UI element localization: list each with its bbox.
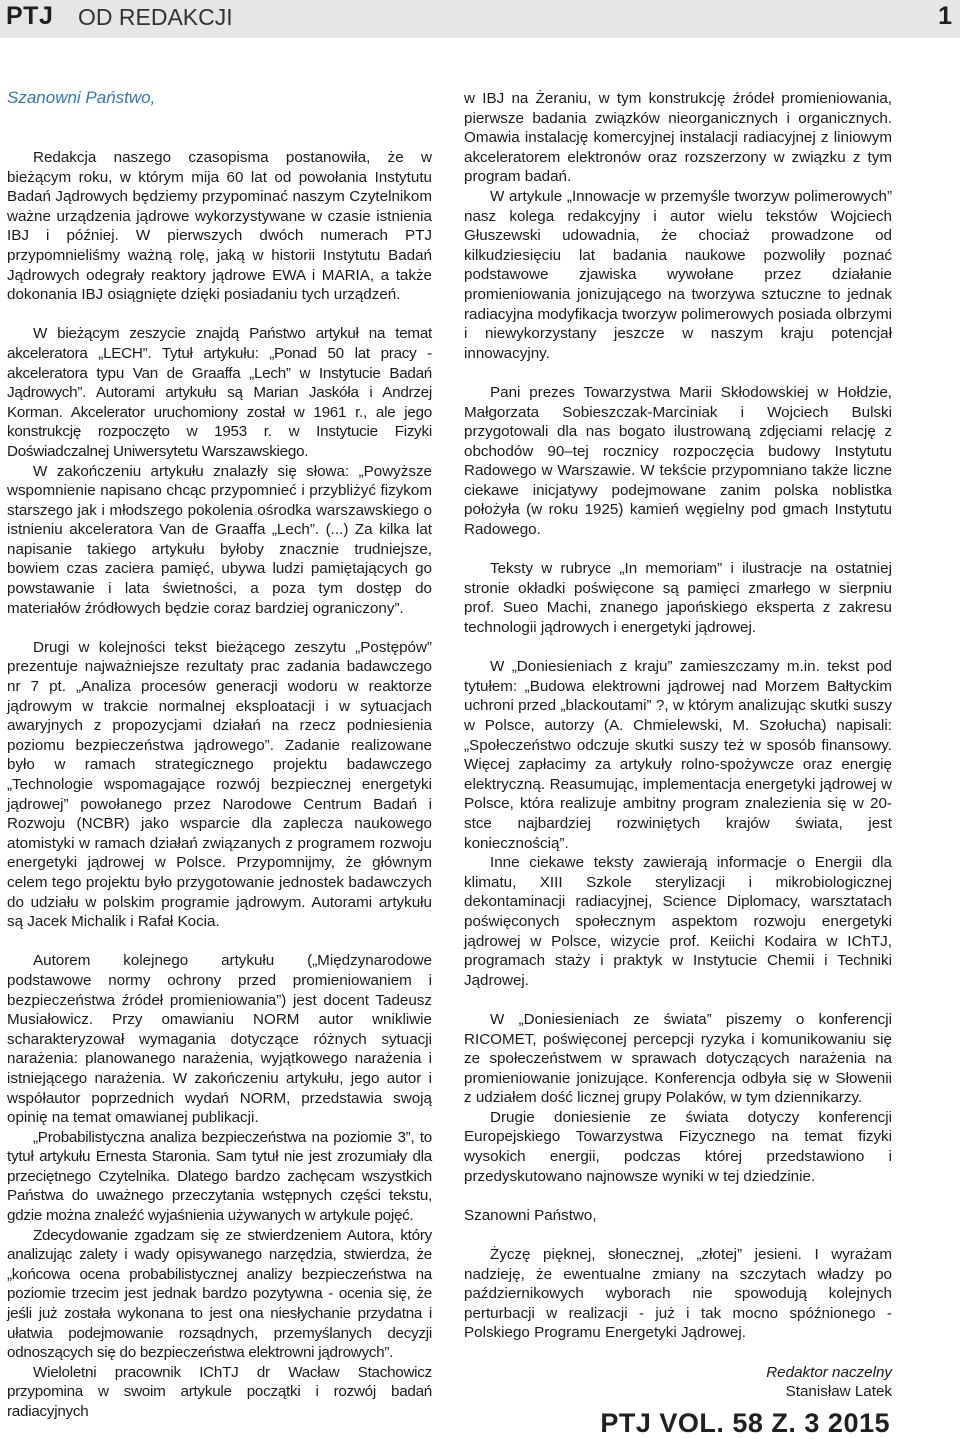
paragraph: Teksty w rubryce „In memoriam” i ilustracje na ostatniej stronie okładki poświęcone są pamięci zmarłego w sierpniu prof. Sueo Machi, znanego japońskiego eksperta z zakresu technologii jądrowych i energetyki jądrowej. (464, 560, 892, 637)
paragraph: Drugi w kolejności tekst bieżącego zeszytu „Postępów” prezentuje najważniejsze rezultaty prac zadania badawczego nr 7 pt. „Analiza procesów generacji wodoru w reaktorze jądrowym w trakcie normalnej eksploatacji i w sytuacjach awaryjnych z propozycjami działań na rzecz podniesienia poziomu bezpieczeństwa jądrowego”. Zadanie realizowane było w ramach strategicznego projektu badawczego „Technologie wspomagające rozwój bezpiecznej energetyki jądrowej” powołanego przez Narodowe Centrum Badań i Rozwoju (NCBR) jako wsparcie dla zaplecza naukowego atomistyki w ramach działań związanych z programem rozwoju energetyki jądrowej w Polsce. Przypomnijmy, że głównym celem tego projektu było przygotowanie jednostek badawczych do udziału w polskim programie jądrowym. Autorami artykułu są Jacek Michalik i Rafał Kocia. (7, 638, 432, 931)
left-column (7, 148, 432, 1422)
paragraph: W „Doniesieniach ze świata” piszemy o konferencji RICOMET, poświęconej percepcji ryzyka i komunikowaniu się ze społeczeństwem w sprawach dotyczących narażenia na promieniowanie jonizujące. Konferencja odbyła się w Słowenii z udziałem dość licznej grupy Polaków, w tym dziennikarzy. (464, 1010, 892, 1107)
page-number: 1 (938, 2, 952, 30)
paragraph: W zakończeniu artykułu znalazły się słowa: „Powyższe wspomnienie napisano chcąc przypomnieć i przybliżyć fizykom starszego jak i młodszego pokolenia ośrodka warszawskiego o istnieniu akceleratora Van de Graaffa „Lech”. (...) Za kilka lat napisanie takiego artykułu byłoby znacznie trudniejsze, bowiem czas zaciera pamięć, ubywa ludzi pamiętających go powstawanie i lata świetności, a poza tym dostęp do materiałów źródłowych będzie coraz bardziej ograniczony”. (7, 462, 432, 617)
journal-brand: PTJ (6, 2, 54, 30)
paragraph: Życzę pięknej, słonecznej, „złotej” jesieni. I wyrażam nadzieję, że ewentualne zmiany na szczytach władzy po październikowych wyborach nie spowodują kolejnych perturbacji w realizacji - już i tak mocno spóźnionego - Polskiego Programu Energetyki Jądrowej. (464, 1246, 892, 1342)
section-title: OD REDAKCJI (78, 4, 233, 30)
page-header (0, 0, 960, 38)
paragraph: „Probabilistyczna analiza bezpieczeństwa na poziomie 3”, to tytuł artykułu Ernesta Staronia. Sam tytuł nie jest zrozumiały dla przeciętnego Czytelnika. Dlatego bardzo zachęcam wszystkich Państwa do uważnego przeczytania wstępnych części tekstu, gdzie można znaleźć wyjaśnienia używanych w artykule pojęć. (7, 1128, 432, 1225)
closing-salutation: Szanowni Państwo, (464, 1206, 597, 1224)
paragraph: Drugie doniesienie ze świata dotyczy konferencji Europejskiego Towarzystwa Fizycznego na temat fizyki wysokich energii, podczas której przedstawiono i przedyskutowano najnowsze wyniki w tej dziedzinie. (464, 1108, 892, 1185)
paragraph: Inne ciekawe teksty zawierają informacje o Energii dla klimatu, XIII Szkole sterylizacji i mikrobiologicznej dekontaminacji radiacyjnej, Science Diplomacy, warsztatach poświęconych społecznym aspektom rozwoju energetyki jądrowej w Polsce, wizycie prof. Keiichi Kodaira w IChTJ, programach staży i praktyk w Instytucie Chemii i Techniki Jądrowej. (464, 854, 892, 989)
paragraph: Redakcja naszego czasopisma postanowiła, że w bieżącym roku, w którym mija 60 lat od powołania Instytutu Badań Jądrowych będziemy przypominać naszym Czytelnikom ważne urządzenia jądrowe wykorzystywane w czasie istnienia IBJ i później. W pierwszych dwóch numerach PTJ przypomnieliśmy ważną rolę, jaką w historii Instytutu Badań Jądrowych odegrały reaktory jądrowe EWA i MARIA, a także dokonania IBJ osiągnięte dzięki posiadaniu tych urządzeń. (7, 149, 432, 304)
paragraph: W „Doniesieniach z kraju” zamieszczamy m.in. tekst pod tytułem: „Budowa elektrowni jądrowej nad Morzem Bałtyckim uchroni przed „blackoutami” ?, w którym analizując skutki suszy w Polsce, autorzy (A. Chmielewski, M. Szołucha) napisali: „Społeczeństwo odczuje skutki suszy też w sposób finansowy. Więcej zapłacimy za artykuły rolno-spożywcze oraz energię elektryczną. Reasumując, implementacja energetyki jądrowej w Polsce, która realizuje ambitny program znalezienia się w 20-stce najbardziej rozwiniętych krajów świata, jest koniecznością”. (464, 658, 892, 852)
paragraph: W artykule „Innowacje w przemyśle tworzyw polimerowych” nasz kolega redakcyjny i autor wielu tekstów Wojciech Głuszewski udowadnia, że chociaż prowadzone od kilkudziesięciu lat badania naukowe pozwoliły poznać podstawowe zjawiska wywołane przez działanie promieniowania jonizującego na tworzywa sztuczne to jednak radiacyjna modyfikacja tworzyw polimerowych posiada olbrzymi i niewykorzystany jeszcze w naszym kraju potencjał innowacyjny. (464, 187, 892, 362)
paragraph: Wieloletni pracownik IChTJ dr Wacław Stachowicz przypomina w swoim artykule początki i rozwój badań radiacyjnych (7, 1363, 432, 1420)
paragraph: Pani prezes Towarzystwa Marii Skłodowskiej w Hołdzie, Małgorzata Sobieszczak-Marciniak i Wojciech Bulski przygotowali dla nas bogato ilustrowaną zdjęciami relację z obchodów 90–tej rocznicy rozpoczęcia budowy Instytutu Radowego w Warszawie. W tekście przypomniano także liczne ciekawe inicjatywy podejmowane zanim polska noblistka położyła (w roku 1925) kamień węgielny pod gmach Instytutu Radowego. (464, 383, 892, 539)
signature-name: Stanisław Latek (785, 1383, 892, 1401)
salutation: Szanowni Państwo, (7, 88, 156, 107)
paragraph: w IBJ na Żeraniu, w tym konstrukcję źródeł promieniowania, pierwsze badania związków nieorganicznych i organicznych. Omawia instalację komercyjnej instalacji radiacyjnej z liniowym akceleratorem elektronów oraz rozszerzony w związku z tym program badań. (464, 90, 892, 186)
right-column (464, 89, 892, 1402)
signature-role-text: Redaktor naczelny (766, 1363, 892, 1381)
paragraph: Zdecydowanie zgadzam się ze stwierdzeniem Autora, który analizując zalety i wady opisywanego narzędzia, stwierdza, że „końcowa ocena probabilistycznej analizy bezpieczeństwa na poziomie trzecim jest jednak bardzo pozytywna - ocenia się, że jeśli już została wykonana to jest ona niesłychanie przydatna i ułatwia podejmowanie rozsądnych, przemyślanych decyzji odnoszących się do bezpieczeństwa elektrowni jądrowych”. (7, 1226, 432, 1362)
signature-role (464, 1363, 892, 1383)
paragraph: Autorem kolejnego artykułu („Międzynarodowe podstawowe normy ochrony przed promieniowaniem i bezpieczeństwa źródeł promieniowania”) jest docent Tadeusz Musiałowicz. Przy omawianiu NORM autor wnikliwie scharakteryzował wymagania dotyczące różnych sytuacji narażenia: planowanego narażenia, wyjątkowego narażenia i istniejącego narażenia. W zakończeniu artykułu, jego autor i współautor poprzednich wydań NORM, przedstawia swoją opinię na temat omawianej publikacji. (7, 952, 432, 1127)
footer-volume: PTJ VOL. 58 Z. 3 2015 (600, 1408, 890, 1438)
paragraph: W bieżącym zeszycie znajdą Państwo artykuł na temat akceleratora „LECH”. Tytuł artykułu: „Ponad 50 lat pracy - akceleratora typu Van de Graaffa „Lech” w Instytucie Badań Jądrowych”. Autorami artykułu są Marian Jaskóła i Andrzej Korman. Akcelerator uruchomiony został w 1961 r., ale jego konstrukcję rozpoczęto w 1953 r. w Instytucie Fizyki Doświadczalnej Uniwersytetu Warszawskiego. (7, 325, 432, 460)
